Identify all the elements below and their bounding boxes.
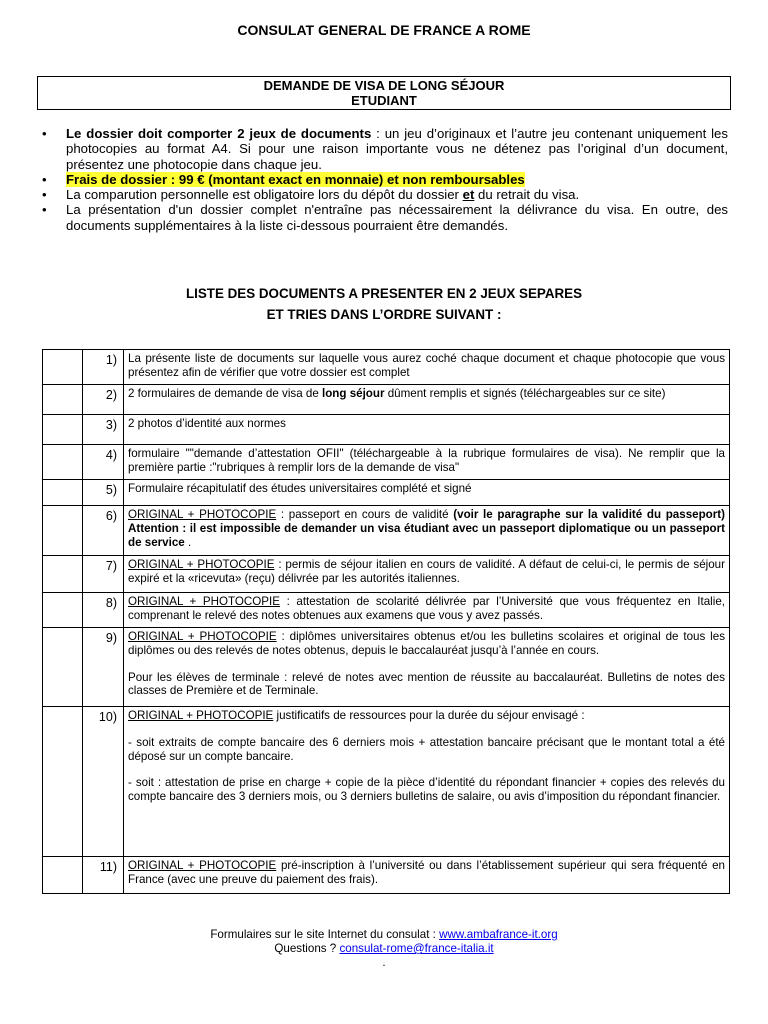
table-row: 8) ORIGINAL + PHOTOCOPIE : attestation de scolarité délivrée par l’Université que vous fréquentez en Italie, comprenant le relevé des notes obtenues aux examens que vous y avez passés.	[43, 593, 730, 628]
table-row: 1) La présente liste de documents sur laquelle vous aurez coché chaque document et chaque photocopie que vous présentez afin de vérifier que votre dossier est complet	[43, 350, 730, 385]
footer: Formulaires sur le site Internet du consulat : www.ambafrance-it.org Questions ? consulat-rome@france-italia.it .	[210, 928, 558, 969]
visa-title-box	[37, 76, 731, 110]
checkbox-cell[interactable]	[43, 480, 83, 506]
table-row: 2) 2 formulaires de demande de visa de long séjour dûment remplis et signés (téléchargeables sur ce site)	[43, 385, 730, 415]
checkbox-cell[interactable]	[43, 857, 83, 894]
table-row: 4) formulaire ""demande d’attestation OFII" (téléchargeable à la rubrique formulaires de visa). Ne remplir que la première partie :"rubriques à remplir lors de la demande de visa"	[43, 445, 730, 480]
table-row: 10) ORIGINAL + PHOTOCOPIE justificatifs de ressources pour la durée du séjour envisagé : - soit extraits de compte bancaire des 6 derniers mois + attestation bancaire précisant que le montant total a été déposé sur un compte bancaire. - soit : attestation de prise en charge + copie de la pièce d’identité du répondant financier + copies des relevés du compte bancaire des 3 derniers mois, ou 3 derniers bulletins de salaire, ou avis d’imposition du répondant financier.	[43, 707, 730, 857]
documents-list-heading: LISTE DES DOCUMENTS A PRESENTER EN 2 JEUX SEPARES ET TRIES DANS L’ORDRE SUIVANT :	[185, 286, 583, 322]
checkbox-cell[interactable]	[43, 445, 83, 480]
consulate-title: CONSULAT GENERAL DE FRANCE A ROME	[237, 22, 531, 38]
checkbox-cell[interactable]	[43, 385, 83, 415]
table-row: 7) ORIGINAL + PHOTOCOPIE : permis de séjour italien en cours de validité. A défaut de celui-ci, le permis de séjour expiré et la «ricevuta» (reçu) délivrée par les autorités italiennes.	[43, 556, 730, 593]
consulate-site-link[interactable]: www.ambafrance-it.org	[439, 928, 558, 941]
documents-table	[42, 349, 730, 894]
bullet-icon: •	[42, 202, 47, 218]
instructions-list	[38, 126, 728, 233]
checkbox-cell[interactable]	[43, 707, 83, 857]
consulate-email-link[interactable]: consulat-rome@france-italia.it	[339, 942, 494, 955]
bullet-icon: •	[42, 126, 47, 141]
instruction-item: • La présentation d'un dossier complet n'entraîne pas nécessairement la délivrance du visa. En outre, des documents supplémentaires à la liste ci-dessous pourraient être demandés.	[42, 202, 728, 233]
checkbox-cell[interactable]	[43, 628, 83, 707]
visa-title-line2: ETUDIANT	[351, 93, 417, 108]
instruction-item-fees: • Frais de dossier : 99 € (montant exact en monnaie) et non remboursables	[42, 171, 525, 187]
checkbox-cell[interactable]	[43, 506, 83, 556]
instruction-item: • La comparution personnelle est obligatoire lors du dépôt du dossier et du retrait du visa.	[42, 187, 580, 203]
bullet-icon: •	[42, 187, 47, 203]
instruction-item: • Le dossier doit comporter 2 jeux de documents : un jeu d’originaux et l’autre jeu contenant uniquement les photocopies au format A4. Si pour une raison importante vous ne détenez pas l’original d’un document, présentez une photocopie dans chaque jeu.	[42, 126, 728, 172]
checkbox-cell[interactable]	[43, 415, 83, 445]
checkbox-cell[interactable]	[43, 350, 83, 385]
table-row: 11) ORIGINAL + PHOTOCOPIE pré-inscription à l’université ou dans l’établissement supérieur qui sera fréquenté en France (avec une preuve du paiement des frais).	[43, 857, 730, 894]
table-row: 6) ORIGINAL + PHOTOCOPIE : passeport en cours de validité (voir le paragraphe sur la validité du passeport) Attention : il est impossible de demander un visa étudiant avec un passeport diplomatique ou un passeport de service .	[43, 506, 730, 556]
table-row: 3) 2 photos d’identité aux normes	[43, 415, 730, 445]
table-row: 5) Formulaire récapitulatif des études universitaires complété et signé	[43, 480, 730, 506]
visa-title-line1: DEMANDE DE VISA DE LONG SÉJOUR	[263, 78, 505, 93]
checkbox-cell[interactable]	[43, 593, 83, 628]
bullet-icon: •	[42, 171, 47, 187]
checkbox-cell[interactable]	[43, 556, 83, 593]
table-row: 9) ORIGINAL + PHOTOCOPIE : diplômes universitaires obtenus et/ou les bulletins scolaires et original de tous les diplômes ou des relevés de notes obtenus, depuis le baccalauréat jusqu’à l’année en cours. Pour les élèves de terminale : relevé de notes avec mention de réussite au baccalauréat. Bulletins de notes des classes de Première et de Terminale.	[43, 628, 730, 707]
